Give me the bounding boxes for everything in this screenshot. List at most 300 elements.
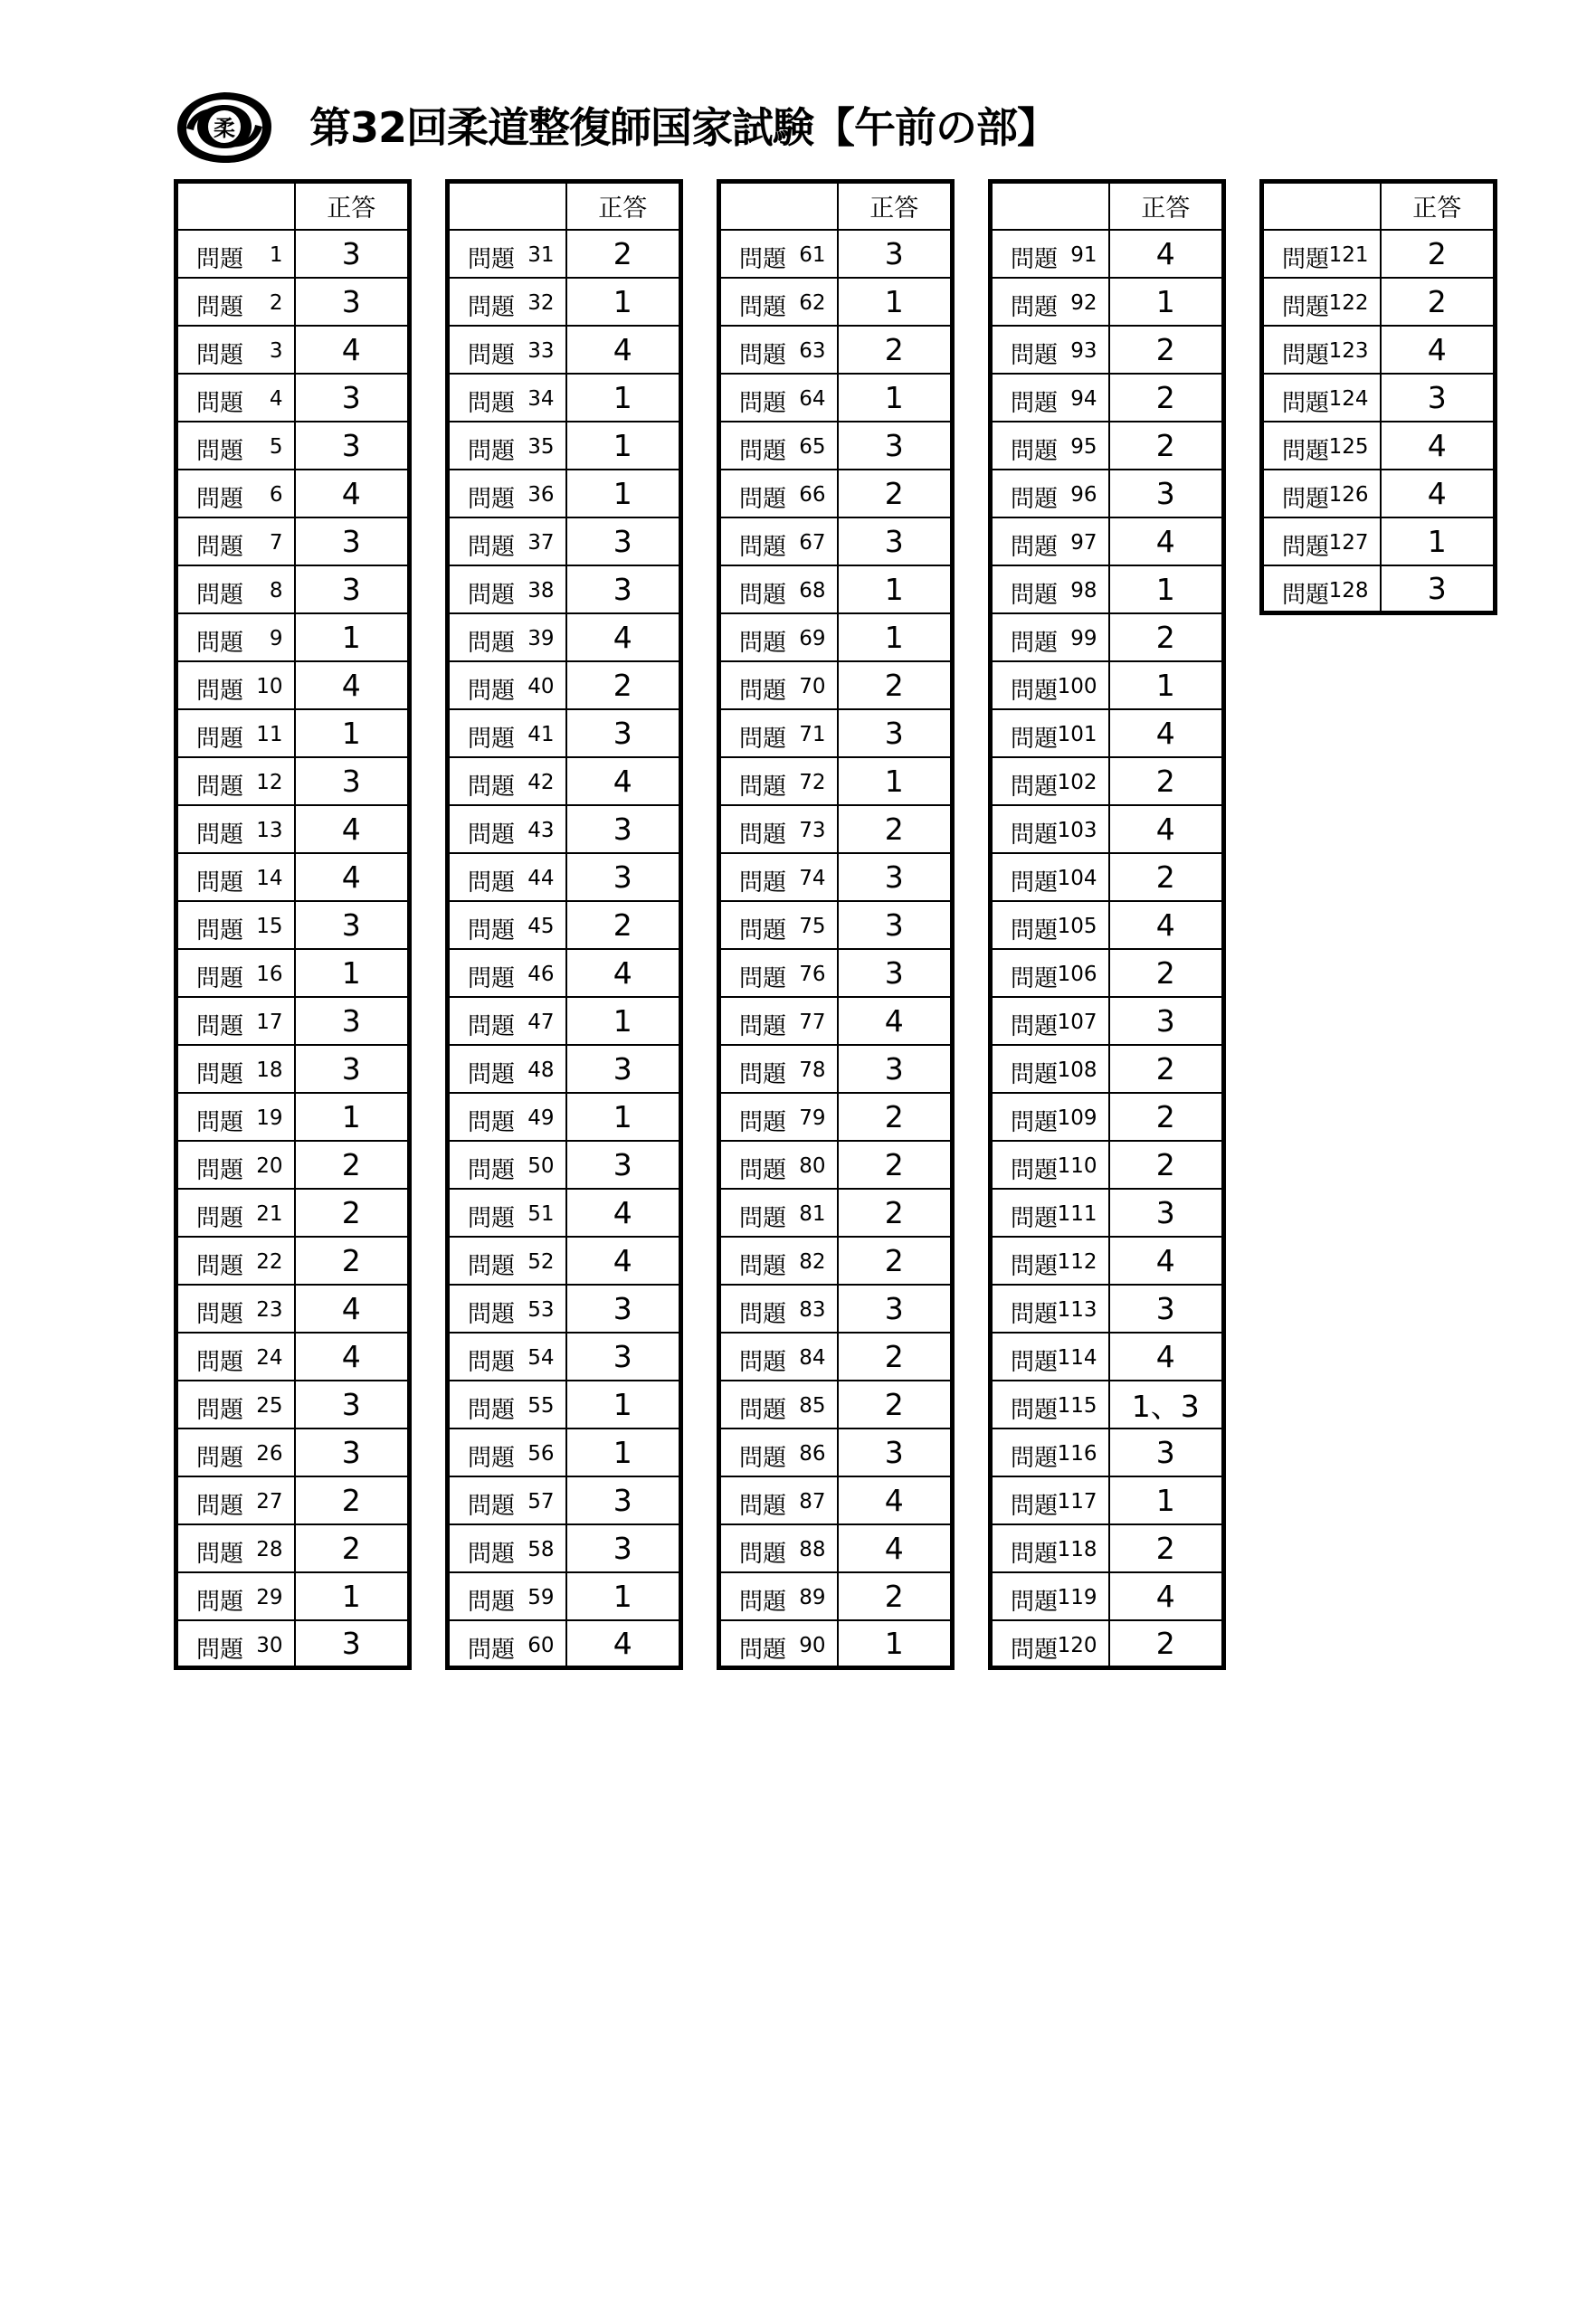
table-header-row — [1262, 182, 1496, 230]
question-label: 問題 — [739, 1060, 787, 1088]
answer-cell: 2 — [838, 326, 953, 374]
answer-cell: 3 — [566, 1285, 681, 1333]
answer-cell: 2 — [1109, 1093, 1224, 1141]
table-row — [719, 901, 953, 949]
table-row — [176, 517, 410, 565]
question-number: 112 — [1057, 1249, 1097, 1274]
question-number: 2 — [269, 290, 283, 315]
question-number: 12 — [256, 770, 283, 794]
answer-cell: 1 — [838, 757, 953, 805]
question-cell — [991, 1476, 1109, 1524]
question-label: 問題 — [196, 341, 244, 369]
question-cell — [991, 1237, 1109, 1285]
table-row — [991, 1381, 1224, 1429]
question-number: 101 — [1057, 722, 1097, 746]
table-row — [719, 1093, 953, 1141]
question-cell — [176, 709, 295, 757]
question-number: 38 — [527, 578, 555, 603]
answer-cell: 3 — [295, 1381, 410, 1429]
question-label: 問題 — [468, 1396, 516, 1424]
answer-cell: 4 — [566, 1620, 681, 1668]
question-number: 20 — [256, 1153, 283, 1178]
question-number: 123 — [1328, 338, 1369, 363]
question-label: 問題 — [468, 677, 516, 705]
question-label: 問題 — [1282, 389, 1330, 417]
question-cell — [719, 1524, 838, 1572]
question-cell — [1262, 517, 1381, 565]
answer-cell: 3 — [295, 517, 410, 565]
table-row — [719, 709, 953, 757]
question-cell — [719, 374, 838, 422]
question-label: 問題 — [468, 341, 516, 369]
table-row — [176, 997, 410, 1045]
question-number: 1 — [269, 242, 283, 267]
question-cell — [991, 709, 1109, 757]
answer-cell: 3 — [295, 374, 410, 422]
question-cell — [719, 1093, 838, 1141]
answer-cell: 2 — [838, 1141, 953, 1189]
answer-cell: 3 — [295, 901, 410, 949]
question-label: 問題 — [739, 1444, 787, 1472]
question-label: 問題 — [468, 245, 516, 273]
question-label: 問題 — [739, 868, 787, 897]
table-row — [176, 374, 410, 422]
question-cell — [448, 901, 566, 949]
table-row — [719, 565, 953, 613]
answer-cell: 2 — [566, 901, 681, 949]
question-label: 問題 — [739, 485, 787, 513]
question-cell — [719, 661, 838, 709]
answer-cell: 3 — [566, 709, 681, 757]
question-number: 84 — [799, 1345, 826, 1370]
table-row — [176, 853, 410, 901]
answer-cell: 1 — [295, 1572, 410, 1620]
question-number: 113 — [1057, 1297, 1097, 1322]
table-row — [448, 1620, 681, 1668]
table-row — [448, 1572, 681, 1620]
question-label: 問題 — [196, 1108, 244, 1136]
answer-cell: 3 — [1381, 374, 1496, 422]
question-number: 126 — [1328, 482, 1369, 507]
question-label: 問題 — [196, 1396, 244, 1424]
question-cell — [1262, 278, 1381, 326]
table-row — [719, 1333, 953, 1381]
question-label: 問題 — [1011, 1444, 1059, 1472]
answer-cell: 3 — [295, 230, 410, 278]
question-cell — [991, 757, 1109, 805]
table-row — [448, 1476, 681, 1524]
table-row — [991, 1572, 1224, 1620]
table-row — [991, 1285, 1224, 1333]
table-row — [448, 374, 681, 422]
question-label: 問題 — [196, 1156, 244, 1184]
question-cell — [719, 613, 838, 661]
question-number: 80 — [799, 1153, 826, 1178]
table-row — [448, 278, 681, 326]
table-row — [176, 1045, 410, 1093]
table-row — [991, 1141, 1224, 1189]
question-cell — [448, 1285, 566, 1333]
question-cell — [176, 278, 295, 326]
answer-cell: 1 — [295, 1093, 410, 1141]
table-row — [448, 1285, 681, 1333]
question-number: 104 — [1057, 866, 1097, 890]
question-number: 48 — [527, 1058, 555, 1082]
question-number: 125 — [1328, 434, 1369, 459]
question-label: 問題 — [1011, 1060, 1059, 1088]
table-row — [176, 422, 410, 470]
answer-cell: 3 — [838, 853, 953, 901]
table-row — [448, 757, 681, 805]
question-number: 75 — [799, 914, 826, 938]
question-label: 問題 — [468, 773, 516, 801]
table-row — [991, 1620, 1224, 1668]
question-cell — [448, 949, 566, 997]
answer-cell: 3 — [838, 1285, 953, 1333]
question-cell — [991, 949, 1109, 997]
question-cell — [448, 613, 566, 661]
question-cell — [991, 1620, 1109, 1668]
table-row — [991, 230, 1224, 278]
question-label: 問題 — [739, 389, 787, 417]
answer-cell: 4 — [295, 805, 410, 853]
question-cell — [176, 661, 295, 709]
question-cell — [176, 517, 295, 565]
question-number: 127 — [1328, 530, 1369, 555]
question-label: 問題 — [1011, 1204, 1059, 1232]
question-cell — [176, 757, 295, 805]
table-row — [719, 1045, 953, 1093]
table-row — [991, 1237, 1224, 1285]
table-header-row — [448, 182, 681, 230]
question-cell — [719, 1189, 838, 1237]
answer-cell: 2 — [1109, 422, 1224, 470]
question-cell — [719, 565, 838, 613]
answer-cell: 4 — [1109, 805, 1224, 853]
question-cell — [719, 1285, 838, 1333]
question-number: 120 — [1057, 1633, 1097, 1657]
question-cell — [448, 997, 566, 1045]
question-label: 問題 — [739, 1492, 787, 1520]
question-label: 問題 — [1011, 1588, 1059, 1616]
answer-cell: 4 — [1109, 901, 1224, 949]
answer-cell: 4 — [1109, 1572, 1224, 1620]
question-cell — [991, 901, 1109, 949]
question-number: 62 — [799, 290, 826, 315]
table-row — [448, 230, 681, 278]
answer-cell: 2 — [838, 1093, 953, 1141]
question-label: 問題 — [468, 485, 516, 513]
answer-cell: 1 — [295, 709, 410, 757]
question-cell — [176, 613, 295, 661]
question-number: 27 — [256, 1489, 283, 1514]
question-label: 問題 — [196, 725, 244, 753]
answer-cell: 1 — [1109, 1476, 1224, 1524]
answer-cell: 3 — [838, 230, 953, 278]
question-number: 44 — [527, 866, 555, 890]
question-cell — [719, 901, 838, 949]
question-number: 6 — [269, 482, 283, 507]
question-cell — [176, 997, 295, 1045]
question-number: 86 — [799, 1441, 826, 1466]
question-number: 73 — [799, 818, 826, 842]
table-row — [448, 1045, 681, 1093]
answer-cell: 2 — [1109, 1045, 1224, 1093]
question-cell — [991, 278, 1109, 326]
question-label: 問題 — [196, 1588, 244, 1616]
question-label: 問題 — [468, 1300, 516, 1328]
table-row — [448, 1429, 681, 1476]
question-cell — [719, 1572, 838, 1620]
question-cell — [448, 853, 566, 901]
answer-cell: 4 — [838, 1524, 953, 1572]
question-label: 問題 — [196, 293, 244, 321]
question-label: 問題 — [468, 964, 516, 992]
question-label: 問題 — [1011, 916, 1059, 944]
question-label: 問題 — [1282, 533, 1330, 561]
question-number: 94 — [1070, 386, 1097, 411]
question-cell — [1262, 374, 1381, 422]
answer-cell: 1 — [1109, 661, 1224, 709]
question-number: 35 — [527, 434, 555, 459]
header-answer-label: 正答 — [1381, 182, 1496, 230]
answer-cell: 2 — [1109, 613, 1224, 661]
question-number: 72 — [799, 770, 826, 794]
question-label: 問題 — [739, 1156, 787, 1184]
table-row — [991, 709, 1224, 757]
question-cell — [176, 901, 295, 949]
question-label: 問題 — [1011, 245, 1059, 273]
question-cell — [991, 1572, 1109, 1620]
question-number: 83 — [799, 1297, 826, 1322]
answer-cell: 2 — [295, 1141, 410, 1189]
question-label: 問題 — [468, 1636, 516, 1664]
question-cell — [719, 757, 838, 805]
question-cell — [176, 853, 295, 901]
table-row — [448, 1333, 681, 1381]
table-header-row — [176, 182, 410, 230]
answer-cell: 3 — [295, 565, 410, 613]
header-answer-label: 正答 — [295, 182, 410, 230]
answer-cell: 1 — [838, 278, 953, 326]
question-label: 問題 — [1011, 1156, 1059, 1184]
question-cell — [176, 1524, 295, 1572]
question-cell — [1262, 326, 1381, 374]
table-row — [991, 1333, 1224, 1381]
question-number: 51 — [527, 1201, 555, 1226]
table-row — [448, 565, 681, 613]
question-label: 問題 — [196, 1204, 244, 1232]
question-number: 97 — [1070, 530, 1097, 555]
question-number: 114 — [1057, 1345, 1097, 1370]
table-row — [719, 757, 953, 805]
question-number: 109 — [1057, 1106, 1097, 1130]
question-label: 問題 — [739, 1540, 787, 1568]
table-row — [1262, 374, 1496, 422]
question-label: 問題 — [468, 1204, 516, 1232]
table-row — [176, 901, 410, 949]
table-row — [991, 1093, 1224, 1141]
question-label: 問題 — [1011, 725, 1059, 753]
table-row — [719, 997, 953, 1045]
answer-cell: 4 — [1381, 326, 1496, 374]
question-number: 5 — [269, 434, 283, 459]
table-row — [719, 230, 953, 278]
answer-cell: 4 — [566, 1237, 681, 1285]
header-blank-cell — [448, 182, 566, 230]
question-label: 問題 — [468, 821, 516, 849]
question-cell — [448, 565, 566, 613]
question-label: 問題 — [739, 293, 787, 321]
question-cell — [176, 1572, 295, 1620]
table-row — [448, 1189, 681, 1237]
question-label: 問題 — [468, 437, 516, 465]
question-number: 9 — [269, 626, 283, 650]
question-cell — [176, 1620, 295, 1668]
table-row — [1262, 230, 1496, 278]
answer-cell: 3 — [566, 1476, 681, 1524]
question-cell — [719, 1141, 838, 1189]
table-row — [448, 709, 681, 757]
header-blank-cell — [1262, 182, 1381, 230]
question-label: 問題 — [739, 1300, 787, 1328]
question-cell — [448, 1476, 566, 1524]
answer-cell: 2 — [838, 1381, 953, 1429]
question-label: 問題 — [468, 1252, 516, 1280]
table-row — [991, 757, 1224, 805]
question-label: 問題 — [1011, 1108, 1059, 1136]
question-number: 88 — [799, 1537, 826, 1561]
question-cell — [719, 853, 838, 901]
answer-cell: 3 — [566, 805, 681, 853]
table-row — [1262, 278, 1496, 326]
question-cell — [1262, 470, 1381, 517]
table-row — [448, 853, 681, 901]
answer-cell: 3 — [838, 949, 953, 997]
question-label: 問題 — [468, 1444, 516, 1472]
question-cell — [448, 1429, 566, 1476]
question-number: 18 — [256, 1058, 283, 1082]
table-row — [176, 230, 410, 278]
table-row — [176, 1189, 410, 1237]
question-number: 40 — [527, 674, 555, 698]
question-cell — [448, 1141, 566, 1189]
question-cell — [176, 1333, 295, 1381]
question-label: 問題 — [739, 1252, 787, 1280]
question-label: 問題 — [468, 1012, 516, 1040]
answer-cell: 1 — [838, 613, 953, 661]
table-row — [991, 805, 1224, 853]
question-label: 問題 — [468, 725, 516, 753]
question-label: 問題 — [468, 868, 516, 897]
question-number: 87 — [799, 1489, 826, 1514]
question-cell — [448, 805, 566, 853]
table-row — [719, 422, 953, 470]
answer-cell: 1 — [1381, 517, 1496, 565]
table-row — [176, 1237, 410, 1285]
question-number: 68 — [799, 578, 826, 603]
table-row — [991, 1429, 1224, 1476]
table-row — [991, 901, 1224, 949]
question-cell — [991, 230, 1109, 278]
question-label: 問題 — [1011, 629, 1059, 657]
answer-cell: 3 — [1109, 997, 1224, 1045]
question-number: 71 — [799, 722, 826, 746]
table-row — [176, 805, 410, 853]
table-row — [448, 470, 681, 517]
question-cell — [176, 422, 295, 470]
question-number: 121 — [1328, 242, 1369, 267]
question-label: 問題 — [468, 293, 516, 321]
table-row — [719, 1189, 953, 1237]
question-cell — [991, 1189, 1109, 1237]
question-cell — [176, 1141, 295, 1189]
question-cell — [448, 1333, 566, 1381]
question-label: 問題 — [739, 1636, 787, 1664]
table-row — [719, 1620, 953, 1668]
answer-cell: 3 — [566, 1141, 681, 1189]
answer-cell: 1 — [838, 1620, 953, 1668]
question-number: 63 — [799, 338, 826, 363]
question-label: 問題 — [196, 1348, 244, 1376]
question-cell — [719, 1045, 838, 1093]
question-number: 43 — [527, 818, 555, 842]
question-number: 39 — [527, 626, 555, 650]
answer-cell: 3 — [838, 1045, 953, 1093]
question-label: 問題 — [739, 821, 787, 849]
table-row — [719, 949, 953, 997]
question-cell — [719, 949, 838, 997]
answer-cell: 3 — [838, 422, 953, 470]
question-number: 99 — [1070, 626, 1097, 650]
question-label: 問題 — [1011, 1348, 1059, 1376]
question-number: 21 — [256, 1201, 283, 1226]
question-cell — [1262, 422, 1381, 470]
question-label: 問題 — [1011, 1492, 1059, 1520]
question-label: 問題 — [196, 964, 244, 992]
table-row — [1262, 422, 1496, 470]
question-number: 11 — [256, 722, 283, 746]
question-number: 92 — [1070, 290, 1097, 315]
question-number: 118 — [1057, 1537, 1097, 1561]
table-row — [719, 1381, 953, 1429]
answer-cell: 3 — [295, 1045, 410, 1093]
question-cell — [719, 1429, 838, 1476]
question-cell — [991, 1381, 1109, 1429]
question-number: 56 — [527, 1441, 555, 1466]
question-cell — [991, 326, 1109, 374]
question-label: 問題 — [468, 1540, 516, 1568]
page-header — [174, 89, 1259, 166]
question-cell — [991, 1045, 1109, 1093]
table-row — [719, 853, 953, 901]
question-number: 50 — [527, 1153, 555, 1178]
question-number: 16 — [256, 962, 283, 986]
question-cell — [448, 1093, 566, 1141]
question-label: 問題 — [196, 677, 244, 705]
answer-cell: 4 — [1381, 422, 1496, 470]
question-number: 107 — [1057, 1010, 1097, 1034]
table-row — [1262, 565, 1496, 613]
answer-cell: 4 — [1109, 230, 1224, 278]
question-number: 98 — [1070, 578, 1097, 603]
question-label: 問題 — [739, 1396, 787, 1424]
question-number: 85 — [799, 1393, 826, 1418]
question-number: 52 — [527, 1249, 555, 1274]
question-number: 26 — [256, 1441, 283, 1466]
question-label: 問題 — [739, 437, 787, 465]
question-number: 49 — [527, 1106, 555, 1130]
